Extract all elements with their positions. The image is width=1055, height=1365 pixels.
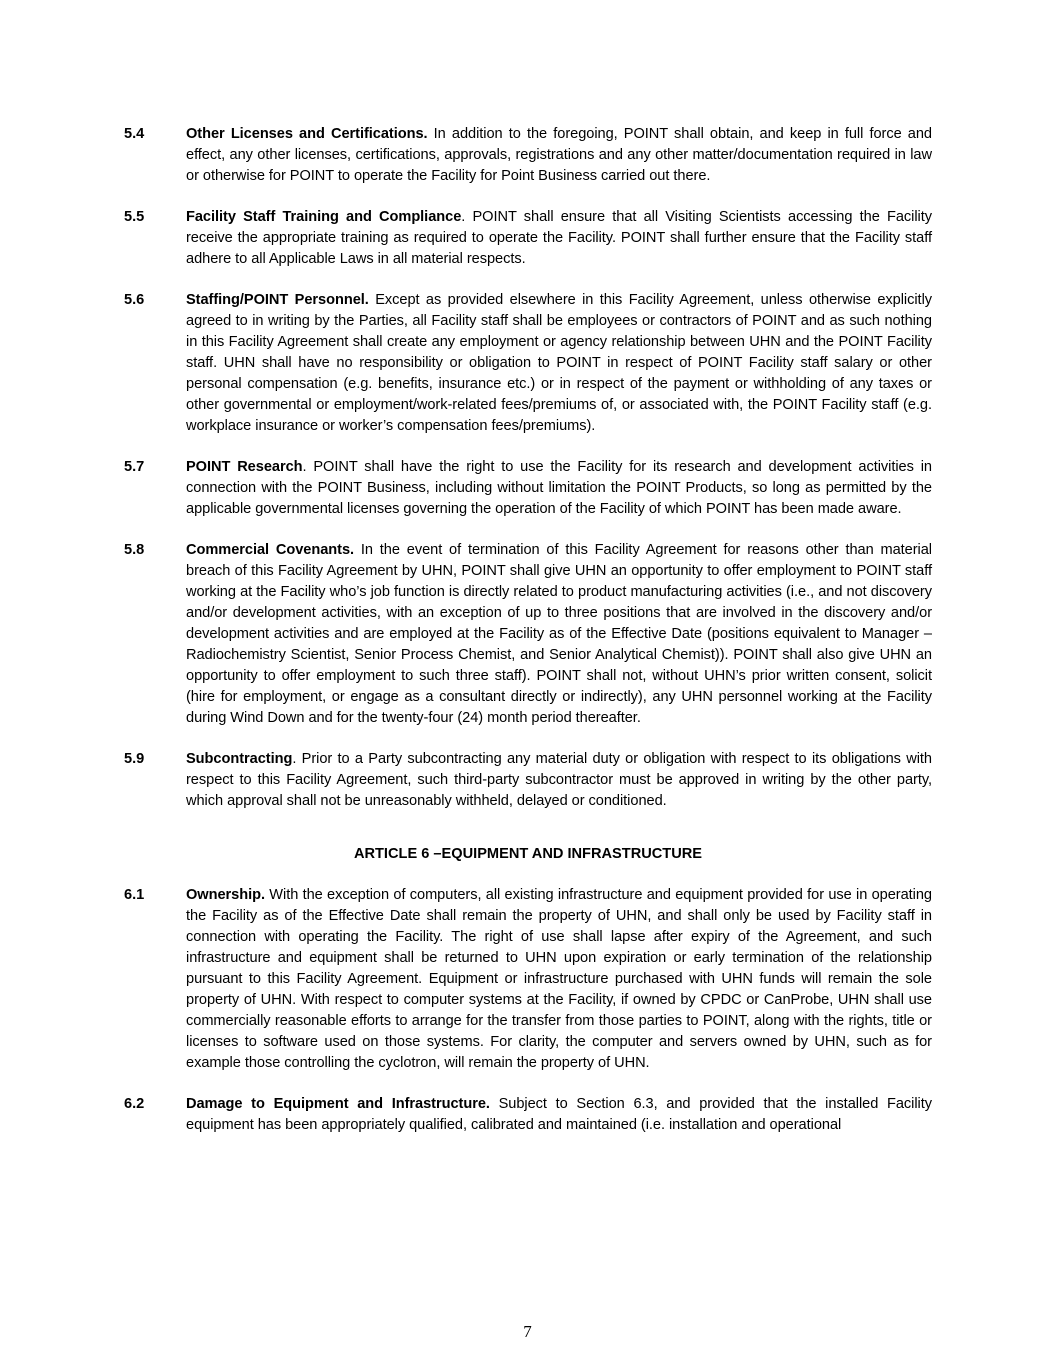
section-6-2 (124, 1094, 932, 1136)
section-text: Subject to Section 6.3, and provided that the installed Facility equipment has been appropriately qualified, calibrated and maintained (i.e. installation and operational (186, 1096, 932, 1133)
section-body (186, 885, 932, 1074)
page-number: 7 (523, 1322, 532, 1341)
section-title: Damage to Equipment and Infrastructure. (186, 1096, 490, 1112)
section-text: . POINT shall ensure that all Visiting Scientists accessing the Facility receive the appropriate training as required to operate the Facility. POINT shall further ensure that the Facility staff adhere to all Applicable Laws in all material respects. (186, 209, 932, 267)
section-title: Commercial Covenants. (186, 542, 355, 558)
section-body (186, 207, 932, 270)
section-text: With the exception of computers, all existing infrastructure and equipment provided for use in operating the Facility as of the Effective Date shall remain the property of UHN, and shall only be used by Facility staff in connection with operating the Facility. The right of use shall lapse after expiry of the Agreement, and such infrastructure and equipment shall be returned to UHN upon expiration or early termination of the relationship pursuant to this Facility Agreement. Equipment or infrastructure purchased with UHN funds will remain the sole property of UHN. With respect to computer systems at the Facility, if owned by CPDC or CanProbe, UHN shall use commercially reasonable efforts to arrange for the transfer from those parties to POINT, along with the rights, title or licenses to software used on those systems. For clarity, the computer and servers owned by UHN, such as for example those controlling the cyclotron, will remain the property of UHN. (186, 887, 932, 1071)
section-title: Subcontracting (186, 751, 293, 767)
section-body (186, 540, 932, 729)
section-5-8 (124, 540, 932, 729)
section-number: 5.9 (124, 751, 145, 767)
section-number: 6.1 (124, 887, 145, 903)
section-5-6 (124, 290, 932, 437)
section-text: In addition to the foregoing, POINT shall obtain, and keep in full force and effect, any other licenses, certifications, approvals, registrations and any other matter/documentation required in law or otherwise for POINT to operate the Facility for Point Business carried out there. (186, 126, 932, 184)
section-title: Staffing/POINT Personnel. (186, 292, 369, 308)
section-body (186, 457, 932, 520)
section-text: In the event of termination of this Facility Agreement for reasons other than material breach of this Facility Agreement by UHN, POINT shall give UHN an opportunity to offer employment to POINT staff working at the Facility who’s job function is directly related to product manufacturing activities (i.e., and not discovery and/or development activities, with an exception of up to three positions that are involved in the discovery and/or development activities and are employed at the Facility as of the Effective Date (positions equivalent to Manager – Radiochemistry Scientist, Senior Process Chemist, and Senior Analytical Chemist)). POINT shall also give UHN an opportunity to offer employment to such three staff). POINT shall not, without UHN’s prior written consent, solicit (hire for employment, or engage as a consultant directly or indirectly), any UHN personnel working at the Facility during Wind Down and for the twenty-four (24) month period thereafter. (186, 542, 932, 726)
section-text: . Prior to a Party subcontracting any material duty or obligation with respect to its obligations with respect to this Facility Agreement, such third-party subcontractor must be approved in writing by the other party, which approval shall not be unreasonably withheld, delayed or conditioned. (186, 751, 932, 809)
section-number: 5.6 (124, 292, 145, 308)
section-number: 5.4 (124, 126, 145, 142)
section-number: 6.2 (124, 1096, 145, 1112)
section-body (186, 749, 932, 812)
section-5-9 (124, 749, 932, 812)
page-content (124, 124, 932, 1156)
section-6-1 (124, 885, 932, 1074)
section-title: POINT Research (186, 459, 303, 475)
section-5-5 (124, 207, 932, 270)
article-heading: ARTICLE 6 –EQUIPMENT AND INFRASTRUCTURE (353, 846, 703, 862)
section-number: 5.5 (124, 209, 145, 225)
section-body (186, 124, 932, 187)
section-text: Except as provided elsewhere in this Facility Agreement, unless otherwise explicitly agreed to in writing by the Parties, all Facility staff shall be employees or contractors of POINT and as such nothing in this Facility Agreement shall create any employment or agency relationship between UHN and the POINT Facility staff. UHN shall have no responsibility or obligation to POINT in respect of POINT Facility staff salary or other personal compensation (e.g. benefits, insurance etc.) or in respect of the payment or withholding of any taxes or other governmental or employment/work-related fees/premiums of, or associated with, the POINT Facility staff (e.g. workplace insurance or worker’s compensation fees/premiums). (186, 292, 933, 434)
section-title: Ownership. (186, 887, 265, 903)
section-title: Other Licenses and Certifications. (186, 126, 428, 142)
section-body (186, 1094, 932, 1136)
section-body (186, 290, 932, 437)
section-title: Facility Staff Training and Compliance (186, 209, 462, 225)
section-5-7 (124, 457, 932, 520)
section-number: 5.8 (124, 542, 145, 558)
section-number: 5.7 (124, 459, 145, 475)
section-5-4 (124, 124, 932, 187)
section-text: . POINT shall have the right to use the Facility for its research and development activities in connection with the POINT Business, including without limitation the POINT Products, so long as permitted by the applicable governmental licenses governing the operation of the Facility of which POINT has been made aware. (186, 459, 932, 517)
